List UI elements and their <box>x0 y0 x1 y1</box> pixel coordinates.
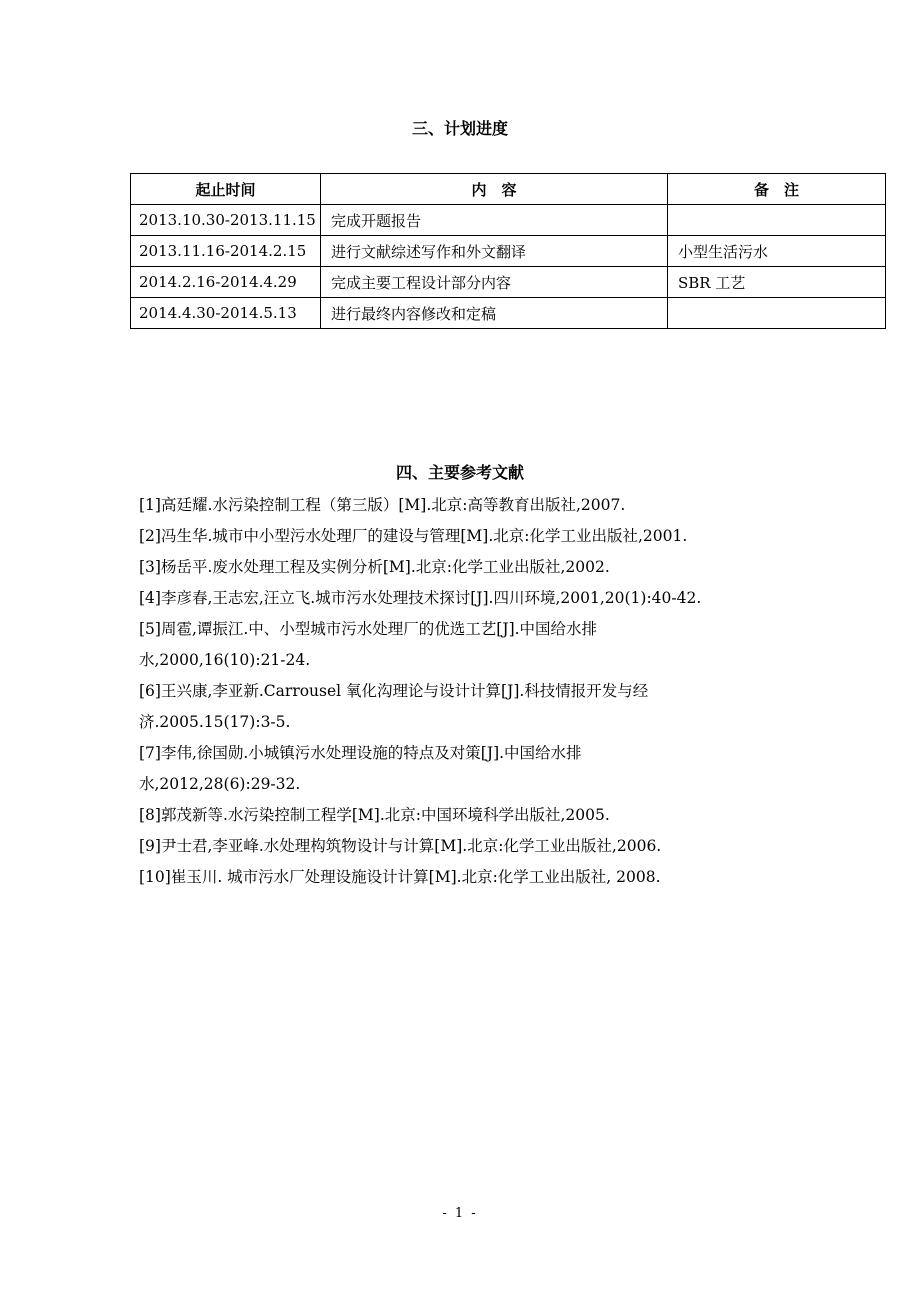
reference-line: [2]冯生华.城市中小型污水处理厂的建设与管理[M].北京:化学工业出版社,2001. <box>139 527 688 545</box>
cell-content: 完成主要工程设计部分内容 <box>321 267 668 298</box>
reference-line: [7]李伟,徐国勋.小城镇污水处理设施的特点及对策[J].中国给水排 <box>139 744 582 762</box>
cell-time: 2013.11.16-2014.2.15 <box>131 236 321 267</box>
reference-line: [4]李彦春,王志宏,汪立飞.城市污水处理技术探讨[J].四川环境,2001,20(1):40-42. <box>139 589 702 607</box>
cell-time: 2013.10.30-2013.11.15 <box>131 205 321 236</box>
reference-line: [5]周雹,谭振江.中、小型城市污水处理厂的优选工艺[J].中国给水排 <box>139 620 598 638</box>
cell-note <box>668 298 886 329</box>
reference-line: [6]王兴康,李亚新.Carrousel 氧化沟理论与设计计算[J].科技情报开发与经 <box>139 682 649 700</box>
header-time: 起止时间 <box>131 174 321 205</box>
table-row <box>131 236 886 267</box>
cell-content: 进行文献综述写作和外文翻译 <box>321 236 668 267</box>
reference-line: [8]郭茂新等.水污染控制工程学[M].北京:中国环境科学出版社,2005. <box>139 806 610 824</box>
reference-list <box>139 490 839 893</box>
table-header-row <box>131 174 886 205</box>
cell-content: 进行最终内容修改和定稿 <box>321 298 668 329</box>
cell-time: 2014.2.16-2014.4.29 <box>131 267 321 298</box>
references-section-title: 四、主要参考文献 <box>395 463 524 482</box>
reference-line: 水,2012,28(6):29-32. <box>139 775 301 793</box>
header-note: 备 注 <box>668 174 886 205</box>
table-row <box>131 267 886 298</box>
reference-line: [9]尹士君,李亚峰.水处理构筑物设计与计算[M].北京:化学工业出版社,2006. <box>139 837 662 855</box>
table-row <box>131 205 886 236</box>
reference-line: [1]高廷耀.水污染控制工程（第三版）[M].北京:高等教育出版社,2007. <box>139 496 626 514</box>
cell-note: 小型生活污水 <box>668 236 886 267</box>
cell-note <box>668 205 886 236</box>
reference-line: [3]杨岳平.废水处理工程及实例分析[M].北京:化学工业出版社,2002. <box>139 558 610 576</box>
reference-line: 水,2000,16(10):21-24. <box>139 651 311 669</box>
header-content: 内 容 <box>321 174 668 205</box>
page-number: - 1 - <box>442 1206 478 1221</box>
cell-content: 完成开题报告 <box>321 205 668 236</box>
reference-line: 济.2005.15(17):3-5. <box>139 713 291 731</box>
cell-note: SBR 工艺 <box>668 267 886 298</box>
cell-time: 2014.4.30-2014.5.13 <box>131 298 321 329</box>
plan-section-title: 三、计划进度 <box>411 119 508 138</box>
table-row <box>131 298 886 329</box>
reference-line: [10]崔玉川. 城市污水厂处理设施设计计算[M].北京:化学工业出版社, 2008. <box>139 868 661 886</box>
schedule-table <box>130 173 886 329</box>
